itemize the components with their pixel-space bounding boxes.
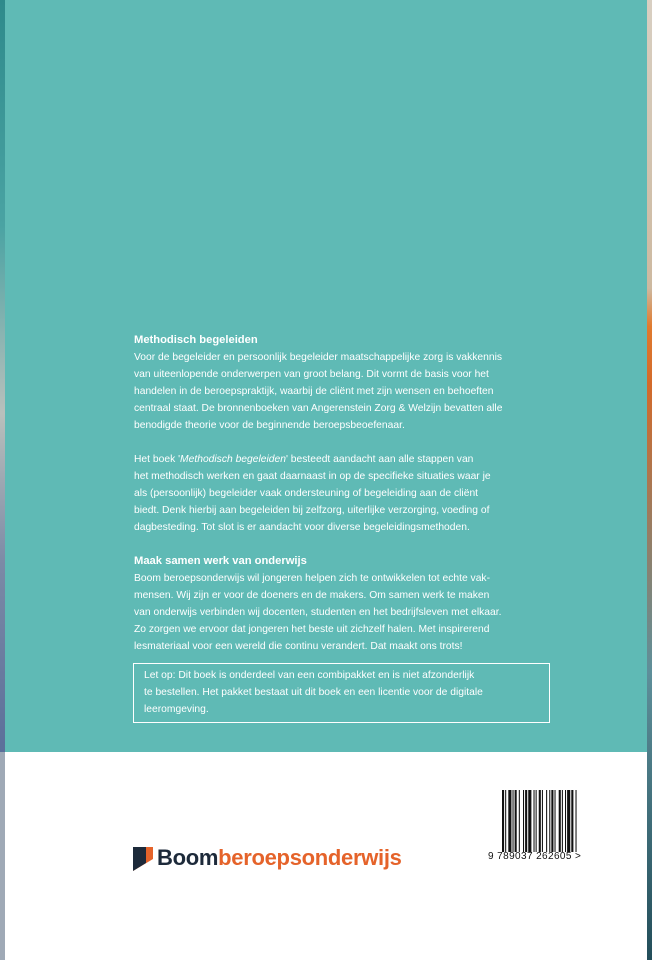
barcode-bar — [502, 790, 504, 852]
barcode-bar — [539, 790, 541, 852]
barcode-bar — [523, 790, 524, 852]
section3-line: van onderwijs verbinden wij docenten, studenten en het bedrijfsleven met elkaar. — [134, 607, 502, 618]
barcode-bar — [542, 790, 543, 852]
barcode-bar — [576, 790, 577, 852]
section2-prefix: Het boek ' — [134, 454, 181, 465]
isbn-arrow: > — [575, 851, 582, 862]
barcode-bar — [562, 790, 563, 852]
barcode-bar — [515, 790, 517, 852]
section3-line: lesmateriaal voor een wereld die continu verandert. Dat maakt ons trots! — [134, 641, 463, 652]
section1-line: centraal staat. De bronnenboeken van Angerenstein Zorg & Welzijn bevatten alle — [134, 403, 503, 414]
barcode-bar — [505, 790, 506, 852]
barcode-bar — [534, 790, 535, 852]
barcode-bar — [549, 790, 550, 852]
section2-line: dagbesteding. Tot slot is er aandacht voor diverse begeleidingsmethoden. — [134, 522, 470, 533]
section2-suffix: ' besteedt aandacht aan alle stappen van — [285, 454, 474, 465]
barcode-bar — [551, 790, 553, 852]
barcode-bar — [513, 790, 514, 852]
section1-line: van uiteenlopende onderwerpen van groot belang. Dit vormt de basis voor het — [134, 369, 489, 380]
section-heading-methodisch: Methodisch begeleiden — [134, 334, 258, 346]
isbn-barcode — [502, 790, 596, 852]
section1-line: handelen in de beroepspraktijk, waarbij de cliënt met zijn wensen en behoeften — [134, 386, 494, 397]
notice-line: leeromgeving. — [144, 704, 209, 715]
barcode-bar — [565, 790, 566, 852]
barcode-bar — [528, 790, 531, 852]
barcode-bar — [508, 790, 511, 852]
section2-line: als (persoonlijk) begeleider vaak ondersteuning of begeleiding aan de cliënt — [134, 488, 479, 499]
cover-photo-strip-left-bottom — [0, 752, 5, 960]
section1-line: Voor de begeleider en persoonlijk begeleider maatschappelijke zorg is vakkennis — [134, 352, 503, 363]
barcode-bar — [519, 790, 520, 852]
section-heading-onderwijs: Maak samen werk van onderwijs — [134, 555, 307, 567]
notice-line: Let op: Dit boek is onderdeel van een combipakket en is niet afzonderlijk — [144, 670, 475, 681]
isbn-digits: 9 789037 262605 — [488, 851, 572, 862]
barcode-bar — [559, 790, 561, 852]
barcode-bar — [555, 790, 556, 852]
barcode-bar — [571, 790, 573, 852]
cover-photo-strip-right — [647, 0, 652, 960]
barcode-bar — [525, 790, 527, 852]
isbn-number — [488, 851, 608, 862]
section1-line: benodigde theorie voor de beginnende beroepsbeoefenaar. — [134, 420, 405, 431]
logo-mark-icon — [133, 847, 153, 871]
barcode-bar — [567, 790, 570, 852]
section2-line: het methodisch werken en gaat daarnaast in op de specifieke situaties waar je — [134, 471, 491, 482]
book-title: Methodisch begeleiden — [180, 454, 286, 465]
combipakket-notice — [133, 663, 550, 723]
logo-text-beroepsonderwijs: beroepsonderwijs — [218, 845, 402, 870]
section2-line: biedt. Denk hierbij aan begeleiden bij zelfzorg, uiterlijke verzorging, voeding of — [134, 505, 490, 516]
section3-line: Boom beroepsonderwijs wil jongeren helpen zich te ontwikkelen tot echte vak- — [134, 573, 491, 584]
section3-line: Zo zorgen we ervoor dat jongeren het beste uit zichzelf halen. Met inspirerend — [134, 624, 490, 635]
logo-text-boom: Boom — [157, 845, 219, 870]
section3-line: mensen. Wij zijn er voor de doeners en de makers. Om samen werk te maken — [134, 590, 490, 601]
barcode-bar — [536, 790, 537, 852]
notice-line: te bestellen. Het pakket bestaat uit dit boek en een licentie voor de digitale — [144, 687, 483, 698]
barcode-bar — [546, 790, 547, 852]
section2-line — [134, 451, 548, 468]
back-cover-text — [134, 332, 548, 655]
